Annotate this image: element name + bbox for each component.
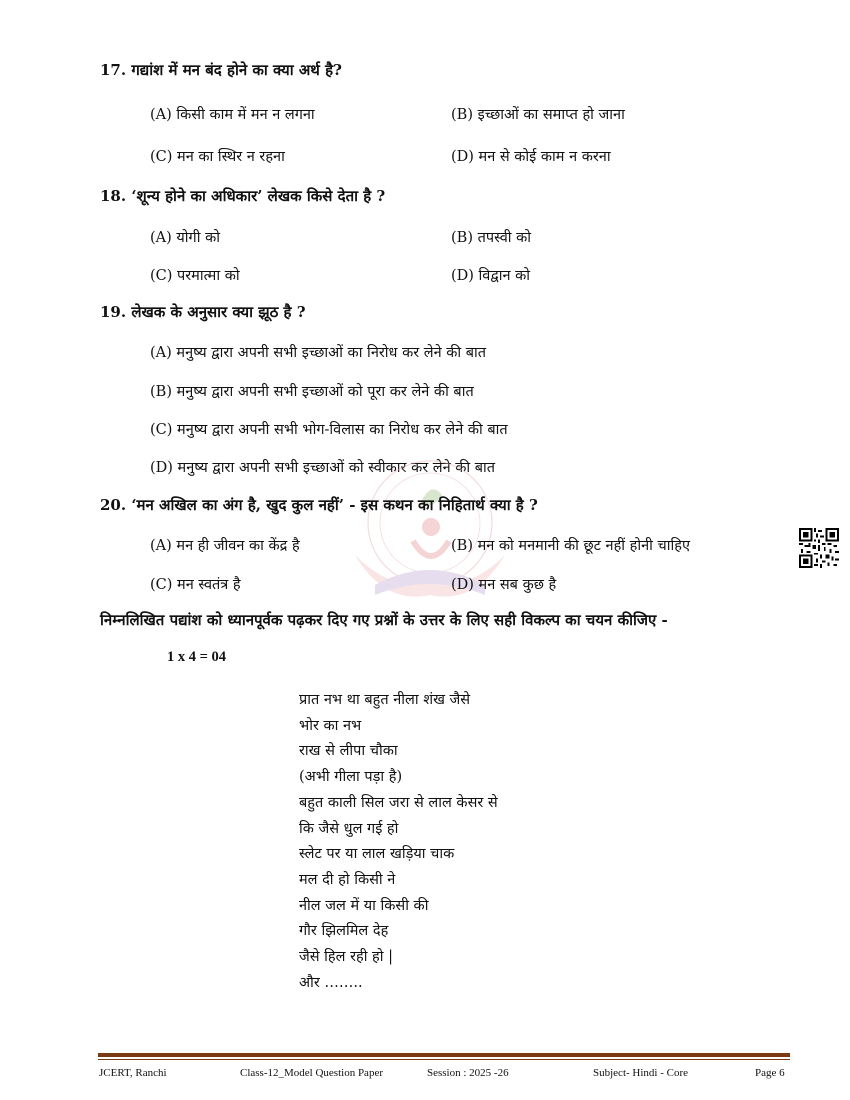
poem-line: प्रात नभ था बहुत नीला शंख जैसे [299, 692, 471, 708]
question-20-option-a: (A) मन ही जीवन का केंद्र है [150, 538, 300, 554]
question-18-option-a: (A) योगी को [150, 230, 220, 246]
question-18-option-c: (C) परमात्मा को [150, 268, 240, 284]
poem-line: नील जल में या किसी की [299, 897, 429, 914]
poem-line: कि जैसे धुल गई हो [299, 820, 399, 837]
passage-instruction: निम्नलिखित पद्यांश को ध्यानपूर्वक पढ़कर दिए गए प्रश्नों के उत्तर के लिए सही विकल्प का चयन कीजिए - [100, 611, 668, 629]
question-18-option-b: (B) तपस्वी को [451, 230, 532, 246]
question-17: 17. गद्यांश में मन बंद होने का क्या अर्थ है? [100, 61, 342, 79]
footer-session: Session : 2025 -26 [427, 1067, 509, 1079]
question-20-option-c: (C) मन स्वतंत्र है [150, 577, 241, 593]
question-19-option-b: (B) मनुष्य द्वारा अपनी सभी इच्छाओं को पूरा कर लेने की बात [150, 384, 474, 400]
footer-paper: Class-12_Model Question Paper [240, 1067, 383, 1079]
poem-line: गौर झिलमिल देह [299, 923, 389, 940]
question-19-option-c: (C) मनुष्य द्वारा अपनी सभी भोग-विलास का निरोध कर लेने की बात [150, 422, 508, 438]
poem-line: बहुत काली सिल जरा से लाल केसर से [299, 794, 498, 811]
footer-org: JCERT, Ranchi [99, 1067, 167, 1079]
poem-line: (अभी गीला पड़ा है) [299, 769, 403, 786]
question-20: 20. ‘मन अखिल का अंग है, खुद कुल नहीं’ - इस कथन का निहितार्थ क्या है ? [100, 496, 538, 514]
question-17-option-a: (A) किसी काम में मन न लगना [150, 107, 315, 123]
footer-rule-thin [98, 1059, 790, 1060]
question-19: 19. लेखक के अनुसार क्या झूठ है ? [100, 303, 306, 321]
marks-allocation: 1 x 4 = 04 [167, 649, 227, 665]
poem-line: और …….. [299, 974, 363, 991]
question-17-option-b: (B) इच्छाओं का समाप्त हो जाना [451, 107, 625, 123]
footer-page-number: Page 6 [755, 1067, 785, 1079]
question-20-option-d: (D) मन सब कुछ है [451, 577, 557, 593]
poem-line: मल दी हो किसी ने [299, 871, 396, 888]
poem-line: भोर का नभ [299, 717, 362, 734]
question-20-option-b: (B) मन को मनमानी की छूट नहीं होनी चाहिए [451, 538, 690, 554]
footer-subject: Subject- Hindi - Core [593, 1067, 689, 1079]
question-18: 18. ‘शून्य होने का अधिकार’ लेखक किसे देता है ? [100, 187, 386, 205]
poem-passage [299, 688, 498, 996]
question-17-option-c: (C) मन का स्थिर न रहना [150, 149, 285, 165]
poem-line: जैसे हिल रही हो | [299, 949, 394, 966]
question-18-option-d: (D) विद्वान को [451, 268, 531, 284]
poem-line: राख से लीपा चौका [299, 743, 398, 760]
question-19-option-a: (A) मनुष्य द्वारा अपनी सभी इच्छाओं का निरोध कर लेने की बात [150, 345, 487, 361]
footer-rule-thick [98, 1053, 790, 1057]
question-19-option-d: (D) मनुष्य द्वारा अपनी सभी इच्छाओं को स्वीकार कर लेने की बात [150, 460, 496, 476]
poem-line: स्लेट पर या लाल खड़िया चाक [299, 846, 455, 863]
qr-code-icon [799, 528, 839, 568]
question-17-option-d: (D) मन से कोई काम न करना [451, 149, 611, 165]
